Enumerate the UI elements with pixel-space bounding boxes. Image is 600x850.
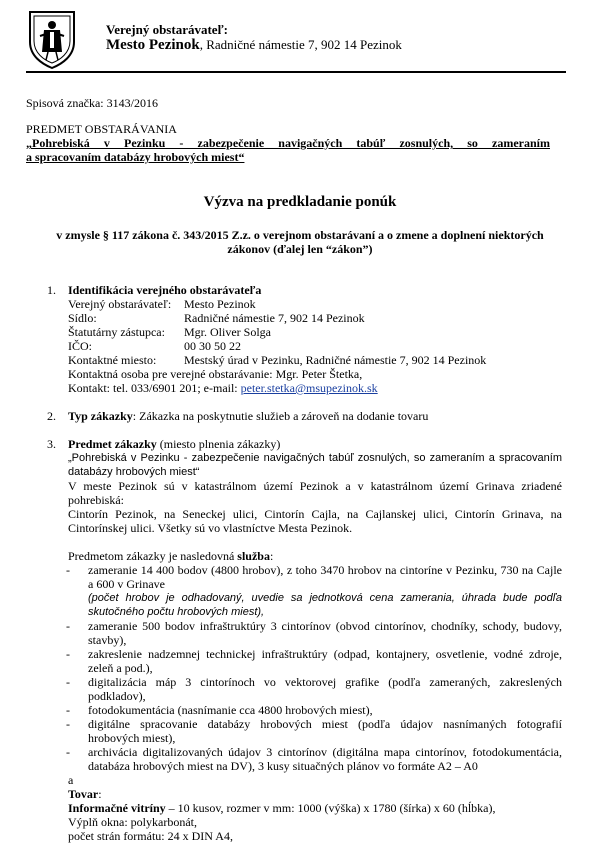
- file-reference: Spisová značka: 3143/2016: [26, 96, 158, 110]
- service-item: [66, 703, 562, 717]
- contact-prefix: Kontakt: tel. 033/6901 201; e-mail:: [68, 381, 241, 395]
- email-link[interactable]: peter.stetka@msupezinok.sk: [240, 381, 378, 395]
- location-line4: Cintorínskej ulici. Všetky sú vo vlastníctve Mesta Pezinok.: [68, 521, 353, 535]
- info-label: IČO:: [68, 339, 92, 353]
- vitrine-line: [68, 801, 496, 815]
- service-line: - fotodokumentácia (nasnímanie cca 4800 hrobových miest),: [88, 703, 373, 717]
- service-line: - zakreslenie nadzemnej technickej infraštruktúry (odpad, kontajnery, osvetlenie, vodné zdroje,: [88, 647, 562, 661]
- contracting-authority-label: Verejný obstarávateľ:: [106, 22, 228, 37]
- vitrine-label: Informačné vitríny: [68, 801, 166, 815]
- subtitle-line1: v zmysle § 117 zákona č. 343/2015 Z.z. o verejnom obstarávaní a o zmene a doplnení niektorých: [56, 228, 544, 242]
- contact-person: Kontaktná osoba pre verejné obstarávanie: Mgr. Peter Štetka,: [68, 367, 363, 381]
- subject-title-line2: a spracovaním databázy hrobových miest“: [26, 150, 245, 164]
- services-intro: [68, 549, 273, 563]
- info-value: Radničné námestie 7, 902 14 Pezinok: [184, 311, 365, 325]
- goods-heading: [68, 787, 102, 801]
- service-line: a 600 v Grinave: [88, 577, 165, 591]
- service-line: - zameranie 500 bodov infraštruktúry 3 cintorínov (obvod cintorínov, chodníky, schody, budovy,: [88, 619, 562, 633]
- services-intro-text: Predmetom zákazky je nasledovná: [68, 549, 238, 563]
- header-divider: [26, 71, 566, 73]
- info-label: Sídlo:: [68, 311, 97, 325]
- service-line: hrobových miest),: [88, 731, 176, 745]
- org-address: , Radničné námestie 7, 902 14 Pezinok: [199, 37, 402, 52]
- service-line: - digitálne spracovanie databázy hrobových miest (podľa údajov nasnímaných fotografií: [88, 717, 562, 731]
- subject-quote-line1: „Pohrebiská v Pezinku - zabezpečenie navigačných tabúľ zosnulých, so zameraním a spracovaním: [68, 452, 562, 464]
- info-value: Mesto Pezinok: [184, 297, 256, 311]
- page-title: Výzva na predkladanie ponúk: [203, 194, 397, 210]
- service-note: skutočného počtu hrobových miest),: [88, 606, 265, 618]
- section3-heading: Predmet zákazky: [68, 437, 157, 451]
- services-word: služba: [237, 549, 270, 563]
- goods-label: Tovar: [68, 787, 99, 801]
- page-count: počet strán formátu: 24 x DIN A4,: [68, 829, 233, 843]
- info-label: Kontaktné miesto:: [68, 353, 157, 367]
- info-row: [68, 297, 256, 311]
- info-value: Mgr. Oliver Solga: [184, 325, 271, 339]
- service-item: [66, 647, 562, 675]
- section2-number: 2.: [47, 409, 56, 423]
- service-item: [66, 717, 562, 745]
- service-line: zeleň a pod.),: [88, 661, 153, 675]
- org-name: Mesto Pezinok: [106, 37, 200, 53]
- subject-label: PREDMET OBSTARÁVANIA: [26, 122, 177, 136]
- service-item: [66, 745, 562, 773]
- section1-number: 1.: [47, 283, 56, 297]
- section2-line: [68, 409, 428, 423]
- section3-heading-line: [68, 437, 280, 451]
- goods-colon: :: [98, 787, 102, 801]
- info-row: [68, 325, 271, 339]
- service-note: (počet hrobov je odhadovaný, uvedie sa jednotková cena zamerania, úhrada bude podľa: [88, 592, 562, 604]
- service-line: databáza hrobových miest na DV), 3 kusy situačných plánov vo formáte A2 – A0: [88, 759, 478, 773]
- service-line: podkladov),: [88, 689, 146, 703]
- service-line: - zameranie 14 400 bodov (4800 hrobov), z toho 3470 hrobov na cintoríne v Pezinku, 730 na Cajle: [88, 563, 562, 577]
- services-list: [66, 563, 562, 773]
- subject-quote-line2: databázy hrobových miest“: [68, 466, 200, 478]
- subtitle-line2: zákonov (ďalej len “zákon”): [227, 242, 373, 256]
- service-item: [66, 563, 562, 619]
- info-value: Mestský úrad v Pezinku, Radničné námestie 7, 902 14 Pezinok: [184, 353, 487, 367]
- contracting-authority-name: [106, 38, 402, 52]
- section1-heading: Identifikácia verejného obstarávateľa: [68, 283, 262, 297]
- service-line: stavby),: [88, 633, 127, 647]
- section2-heading: Typ zákazky: [68, 409, 133, 423]
- section2-text: : Zákazka na poskytnutie služieb a zároveň na dodanie tovaru: [132, 409, 429, 423]
- and-connector: a: [68, 773, 74, 787]
- location-line3: Cintorín Pezinok, na Seneckej ulici, Cintorín Cajla, na Cajlanskej ulici, Cintorín Grinava, na: [68, 507, 562, 521]
- info-row: [68, 311, 365, 325]
- subject-title-line1: „Pohrebiská v Pezinku - zabezpečenie navigačných tabúľ zosnulých, so zameraním: [26, 136, 550, 150]
- services-colon: :: [269, 549, 274, 563]
- window-fill: Výplň okna: polykarbonát,: [68, 815, 197, 829]
- location-line2: pohrebiská:: [68, 493, 124, 507]
- location-line1: V meste Pezinok sú v katastrálnom území Pezinok a v katastrálnom území Grinava zriadené: [68, 479, 562, 493]
- service-line: - archivácia digitalizovaných údajov 3 cintorínov (digitálna mapa cintorínov, fotodokumentácia,: [88, 745, 562, 759]
- info-row: [68, 353, 486, 367]
- info-row: [68, 339, 241, 353]
- service-item: [66, 619, 562, 647]
- contact-line: [68, 381, 378, 395]
- info-label: Štatutárny zástupca:: [68, 325, 165, 339]
- vitrine-text: – 10 kusov, rozmer v mm: 1000 (výška) x 1780 (šírka) x 60 (hĺbka),: [165, 801, 496, 815]
- section3-number: 3.: [47, 437, 56, 451]
- section3-heading-note: (miesto plnenia zákazky): [156, 437, 281, 451]
- service-item: [66, 675, 562, 703]
- pezinok-coat-of-arms-icon: [26, 8, 78, 70]
- info-label: Verejný obstarávateľ:: [68, 297, 172, 311]
- service-line: - digitalizácia máp 3 cintorínoch vo vektorovej grafike (podľa zameraných, zakreslených: [88, 675, 562, 689]
- info-value: 00 30 50 22: [184, 339, 241, 353]
